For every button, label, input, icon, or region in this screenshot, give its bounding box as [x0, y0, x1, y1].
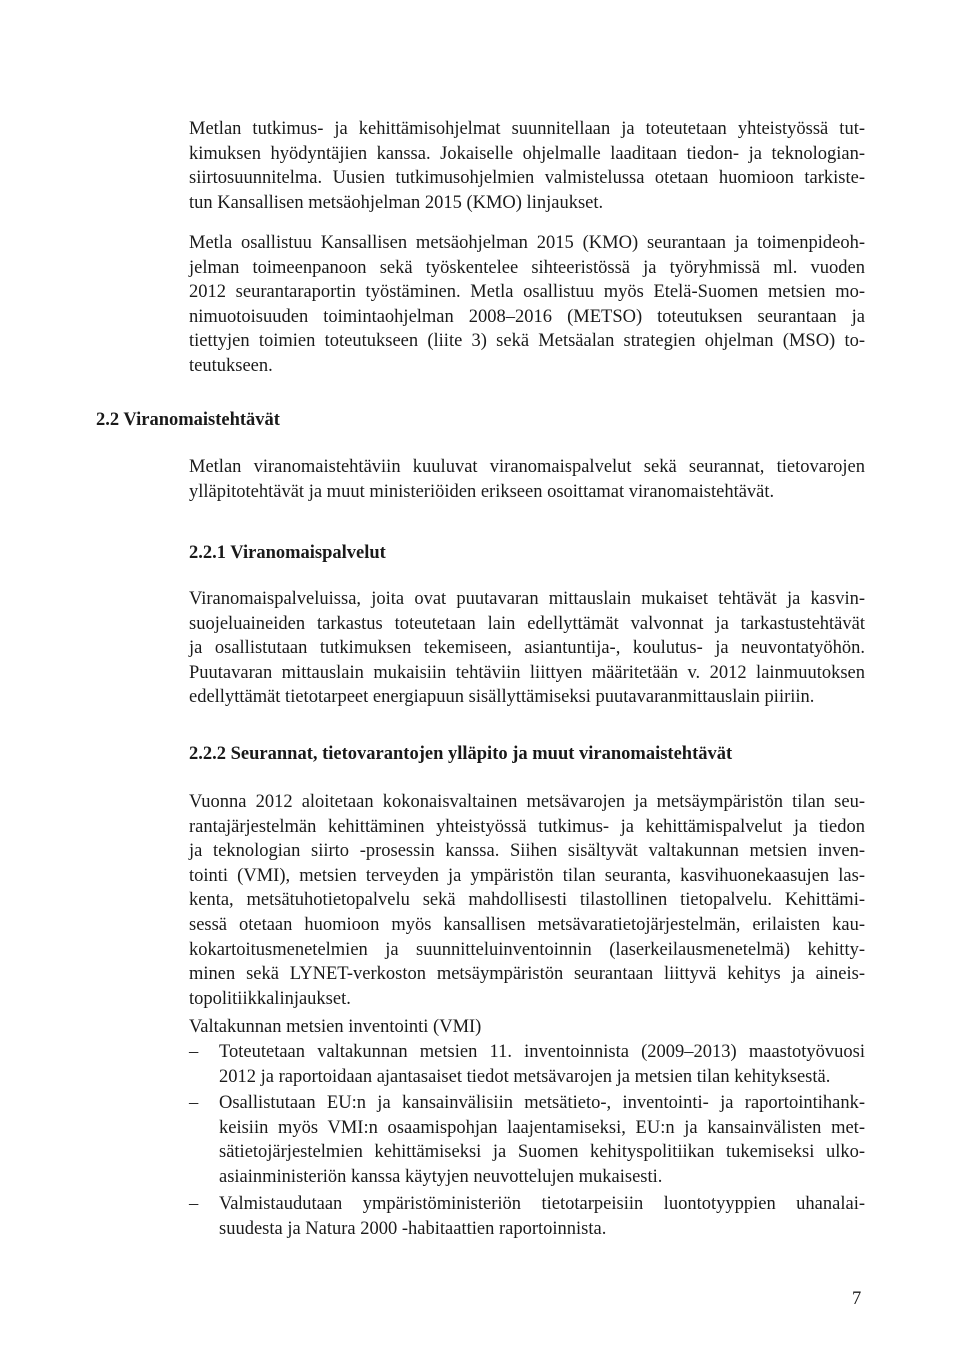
section-heading-2-2-1: 2.2.1 Viranomaispalvelut: [189, 543, 386, 563]
section-2-2-1-paragraph: [189, 587, 865, 710]
text-line: Vuonna 2012 aloitetaan kokonaisvaltainen metsävarojen ja metsäympäristön tilan seu-: [189, 792, 865, 812]
text-line: ylläpitotehtävät ja muut ministeriöiden erikseen osoittamat viranomaistehtävät.: [189, 481, 775, 502]
text-line: Valmistaudutaan ympäristöministeriön tietotarpeisiin luontotyyppien uhanalai-: [219, 1194, 865, 1214]
section-2-2-paragraph: [189, 455, 865, 504]
section-2-2-2-paragraph: [189, 790, 865, 1011]
text-line: jelman toimeenpanoon sekä työskentelee sihteeristössä ja työryhmissä ml. vuoden: [189, 257, 865, 278]
text-line: sessä otetaan huomioon myös kansallisen metsävaratietojärjestelmän, erilaisten kau-: [189, 914, 865, 935]
text-line: kokartoitusmenetelmien ja suunnitteluinventoinnin (laserkeilausmenetelmä) kehitty-: [189, 939, 865, 960]
kmo-paragraph: [189, 231, 865, 379]
text-line: Viranomaispalveluissa, joita ovat puutavaran mittauslain mukaiset tehtävät ja kasvin-: [189, 589, 865, 609]
text-line: Osallistutaan EU:n ja kansainvälisiin metsätieto-, inventointi- ja raportointihank-: [219, 1093, 865, 1113]
text-line: Metlan viranomaistehtäviin kuuluvat viranomaispalvelut sekä seurannat, tietovarojen: [189, 457, 865, 477]
text-line: minen sekä LYNET-verkoston metsäympäristön seurantaan liittyvä kehitys ja aineis-: [189, 964, 865, 985]
text-line: Metlan tutkimus- ja kehittämisohjelmat suunnitellaan ja toteutetaan yhteistyössä tut-: [189, 119, 865, 139]
text-line: rantajärjestelmän kehittäminen yhteistyössä tutkimus- ja kehittämispalvelut ja tiedon: [189, 816, 865, 837]
bullet-dash: –: [189, 1194, 199, 1214]
text-line: nimuotoisuuden toimintaohjelman 2008–2016 (METSO) toteutuksen seurantaan ja: [189, 306, 865, 327]
vmi-title: Valtakunnan metsien inventointi (VMI): [189, 1017, 482, 1037]
text-line: tun Kansallisen metsäohjelman 2015 (KMO) linjaukset.: [189, 192, 604, 213]
bullet-dash: –: [189, 1093, 199, 1113]
text-line: kenta, metsätuhotietopalvelu sekä mahdollisesti tilastollinen tietopalvelu. Kehittämi-: [189, 890, 865, 911]
bullet-item: [219, 1091, 865, 1189]
text-line: suojeluaineiden tarkastus toteutetaan lain edellyttämät valvonnat ja tarkastustehtävät: [189, 613, 865, 634]
text-line: tiettyjen toimien toteutukseen (liite 3) sekä Metsäalan strategien ohjelman (MSO) to-: [189, 331, 865, 352]
text-line: teutukseen.: [189, 355, 273, 376]
text-line: 2012 ja raportoidaan ajantasaiset tiedot metsävarojen ja metsien tilan kehityksestä.: [219, 1066, 831, 1087]
bullet-item: [219, 1040, 865, 1089]
text-line: ja osallistutaan tutkimuksen tekemiseen, asiantuntija-, koulutus- ja neuvontatyöhön.: [189, 638, 865, 659]
page-number: 7: [852, 1289, 862, 1309]
text-line: sätietojärjestelmien kehittämiseksi ja Suomen kehityspolitiikan tukemiseksi ulko-: [219, 1142, 865, 1163]
text-line: suudesta ja Natura 2000 -habitaattien raportoinnista.: [219, 1218, 607, 1239]
text-line: topolitiikkalinjaukset.: [189, 988, 351, 1009]
bullet-item: [219, 1192, 865, 1241]
bullet-dash: –: [189, 1042, 199, 1062]
text-line: asiainministeriön kanssa käytyjen neuvottelujen mukaisesti.: [219, 1166, 663, 1187]
section-heading-2-2-2: 2.2.2 Seurannat, tietovarantojen ylläpito ja muut viranomaistehtävät: [189, 744, 733, 764]
text-line: edellyttämät tietotarpeet energiapuun sisällyttämiseksi puutavaranmittauslain piiriin.: [189, 687, 815, 708]
text-line: Toteutetaan valtakunnan metsien 11. inventoinnista (2009–2013) maastotyövuosi: [219, 1042, 865, 1062]
text-line: ja teknologian siirto -prosessin kanssa. Siihen sisältyvät valtakunnan metsien inven-: [189, 841, 865, 862]
text-line: siirtosuunnitelma. Uusien tutkimusohjelmien valmistelussa otetaan huomioon tarkiste-: [189, 168, 865, 189]
section-heading-2-2: 2.2 Viranomaistehtävät: [96, 410, 280, 430]
text-line: tointi (VMI), metsien terveyden ja ympäristön tilan seuranta, kasvihuonekaasujen las-: [189, 865, 865, 886]
text-line: Puutavaran mittauslain mukaisiin tehtäviin liittyen määritetään v. 2012 lainmuutoksen: [189, 662, 865, 683]
intro-paragraph: [189, 117, 865, 215]
text-line: 2012 seurantaraportin työstäminen. Metla osallistuu myös Etelä-Suomen metsien mo-: [189, 282, 865, 303]
text-line: kimuksen hyödyntäjien kanssa. Jokaiselle ohjelmalle laaditaan tiedon- ja teknologian-: [189, 143, 865, 164]
text-line: Metla osallistuu Kansallisen metsäohjelman 2015 (KMO) seurantaan ja toimenpideoh-: [189, 233, 865, 253]
text-line: keisiin myös VMI:n osaamispohjan laajentamiseksi, EU:n ja kansainvälisten met-: [219, 1117, 865, 1138]
